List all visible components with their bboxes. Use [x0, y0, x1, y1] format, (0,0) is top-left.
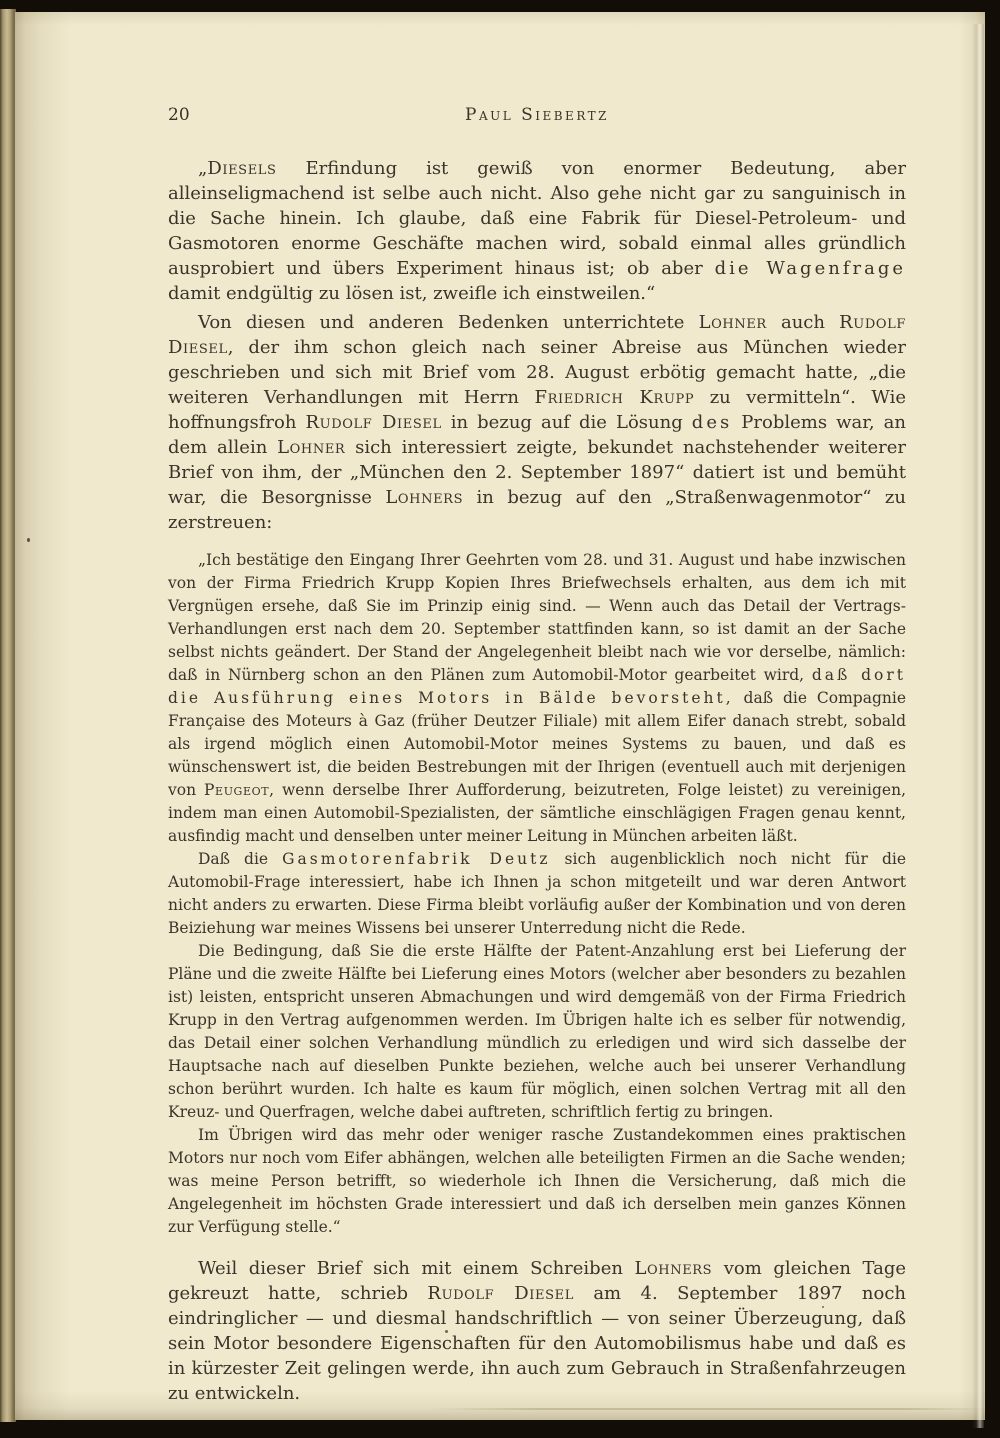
text-run: Lohner [698, 312, 767, 333]
text-run: daß die Compagnie Française des Moteurs à Gaz (früher Deutzer Filiale) mit allem Eifer danach strebt, sobald als irgend möglich einen Automobil-Motor meines Systems zu bauen, und daß es wünschenswert ist, die beiden Bestrebungen mit der Ihrigen (eventuell auch mit derjenigen von [168, 689, 907, 799]
text-run: Daß die [198, 850, 283, 868]
letter-paragraph-1 [168, 549, 906, 848]
page [15, 12, 985, 1420]
page-stack-edge [430, 1408, 986, 1410]
text-run: zu vermitteln“. Wie hoffnungsfroh [168, 387, 906, 433]
text-run: in bezug auf den „Straßenwagenmotor“ zu zerstreuen: [168, 487, 906, 533]
text-run: Gasmotorenfabrik Deutz [282, 850, 551, 868]
text-run: Friedrich Krupp [534, 387, 695, 408]
text-run: , wenn derselbe Ihrer Aufforderung, beizutreten, Folge leistet) zu vereinigen, indem man einen Automobil-Spezialisten, der sämtliche einschlägigen Fragen genau kennt, ausfindig macht und denselben unter meiner Leitung in München arbeiten läßt. [168, 781, 906, 845]
text-run: am 4. September 1897 noch eindringlicher — und diesmal handschriftlich — von seiner Überzeugung, daß sein Motor besondere Eigenschaften für den Automobilismus habe und daß es in kürzester Zeit gelingen werde, ihn auch zum Gebrauch in Straßenfahrzeugen zu entwickeln. [168, 1283, 906, 1404]
page-number: 20 [168, 105, 190, 125]
running-head: Paul Siebertz [465, 105, 609, 125]
text-run: sich augenblicklich noch nicht für die Automobil-Frage interessiert, habe ich Ihnen ja schon mitgeteilt und war deren Antwort nicht anders zu erwarten. Diese Firma bleibt vorläufig außer der Kombination und von deren Beiziehung war meines Wissens bei unserer Unterredung nicht die Rede. [168, 850, 906, 937]
text-run: sich interessiert zeigte, bekundet nachstehender weiterer Brief von ihm, der „München den 2. September 1897“ datiert ist und bemüht war, die Besorgnisse [168, 437, 906, 508]
closing-narrative-paragraph [168, 1256, 906, 1406]
text-run: Die Bedingung, daß Sie die erste Hälfte der Patent-Anzahlung erst bei Lieferung der Pläne und die zweite Hälfte bei Lieferung eines Motors (welcher aber besonders zu bezahlen ist) leisten, entspricht unseren Abmachungen und wird demgemäß von der Firma Friedrich Krupp in den Vertrag aufgenommen werden. Im Übrigen halte ich es selber für notwendig, das Detail einer solchen Verhandlung mündlich zu erledigen und wird sich dasselbe der Hauptsache nach auf dieselben Punkte beziehen, welche auch bei unserer Verhandlung schon berührt wurden. Ich halte es kaum für möglich, einen solchen Vertrag mit all den Kreuz- und Querfragen, welche dabei auftreten, schriftlich fertig zu bringen. [168, 942, 906, 1121]
dust-speck [445, 1330, 448, 1333]
text-run: daß dort die Ausführung eines Motors in Bälde bevorsteht, [168, 666, 906, 707]
text-run: in bezug auf die Lösung [441, 412, 692, 433]
text-run: , der ihm schon gleich nach seiner Abreise aus München wieder geschrieben und sich mit Brief vom 28. August erbötig gemacht hatte, „die weiteren Verhandlungen mit Herrn [168, 337, 906, 408]
text-run: Diesels [207, 158, 277, 179]
text-run: Lohners [634, 1258, 713, 1279]
text-run: Problems war, an dem allein [168, 412, 906, 458]
text-run: die Wagenfrage [714, 258, 906, 279]
fore-edge-crease [972, 24, 984, 1428]
opening-quote-paragraph [168, 156, 906, 306]
text-run: Erfindung ist gewiß von enormer Bedeutung, aber alleinseligmachend ist selbe auch nicht. Also gehe nicht gar zu sanguinisch in die Sache hinein. Ich glaube, daß eine Fabrik für Diesel-Petroleum- und Gasmotoren enorme Geschäfte machen wird, sobald einmal alles gründlich ausprobiert und übers Experiment hinaus ist; ob aber [168, 158, 906, 279]
text-run: damit endgültig zu lösen ist, zweifle ich einstweilen.“ [168, 283, 656, 304]
text-run: Rudolf Diesel [305, 412, 442, 433]
text-run: Im Übrigen wird das mehr oder weniger rasche Zustandekommen eines praktischen Motors nur noch vom Eifer abhängen, welchen alle beteiligten Firmen an die Sache wenden; was meine Person betrifft, so wiederhole ich Ihnen die Versicherung, daß mich die Angelegenheit im höchsten Grade interessiert und daß ich derselben mein ganzes Können zur Verfügung stelle.“ [168, 1126, 906, 1236]
text-run: Lohners [385, 487, 464, 508]
text-run: Von diesen und anderen Bedenken unterrichtete [198, 312, 699, 333]
text-run: des [691, 412, 733, 433]
page-header [168, 105, 906, 129]
dust-speck [822, 1306, 824, 1308]
narrative-paragraph [168, 310, 906, 535]
letter-paragraph-2 [168, 848, 906, 940]
book-binding-edge [0, 9, 16, 1422]
text-block [168, 156, 906, 1406]
letter-paragraph-3 [168, 940, 906, 1124]
text-run: Rudolf Diesel [168, 312, 906, 358]
text-run: „Ich bestätige den Eingang Ihrer Geehrten vom 28. und 31. August und habe inzwischen von der Firma Friedrich Krupp Kopien Ihres Briefwechsels erhalten, aus dem ich mit Vergnügen ersehe, daß Sie im Prinzip einig sind. — Wenn auch das Detail der Vertrags-Verhandlungen erst nach dem 20. September stattfinden kann, so ist damit an der Sache selbst nichts geändert. Der Stand der Angelegenheit bleibt nach wie vor derselbe, nämlich: daß in Nürnberg schon an den Plänen zum Automobil-Motor gearbeitet wird, [168, 551, 906, 684]
text-run: Weil dieser Brief sich mit einem Schreiben [198, 1258, 635, 1279]
text-run: Lohner [277, 437, 346, 458]
text-run: Peugeot [204, 781, 270, 799]
text-run: vom gleichen Tage gekreuzt hatte, schrieb [168, 1258, 906, 1304]
text-run: auch [766, 312, 840, 333]
text-run: „ [198, 158, 208, 179]
dust-speck [27, 538, 30, 542]
text-run: Rudolf Diesel [427, 1283, 574, 1304]
letter-paragraph-4 [168, 1124, 906, 1239]
